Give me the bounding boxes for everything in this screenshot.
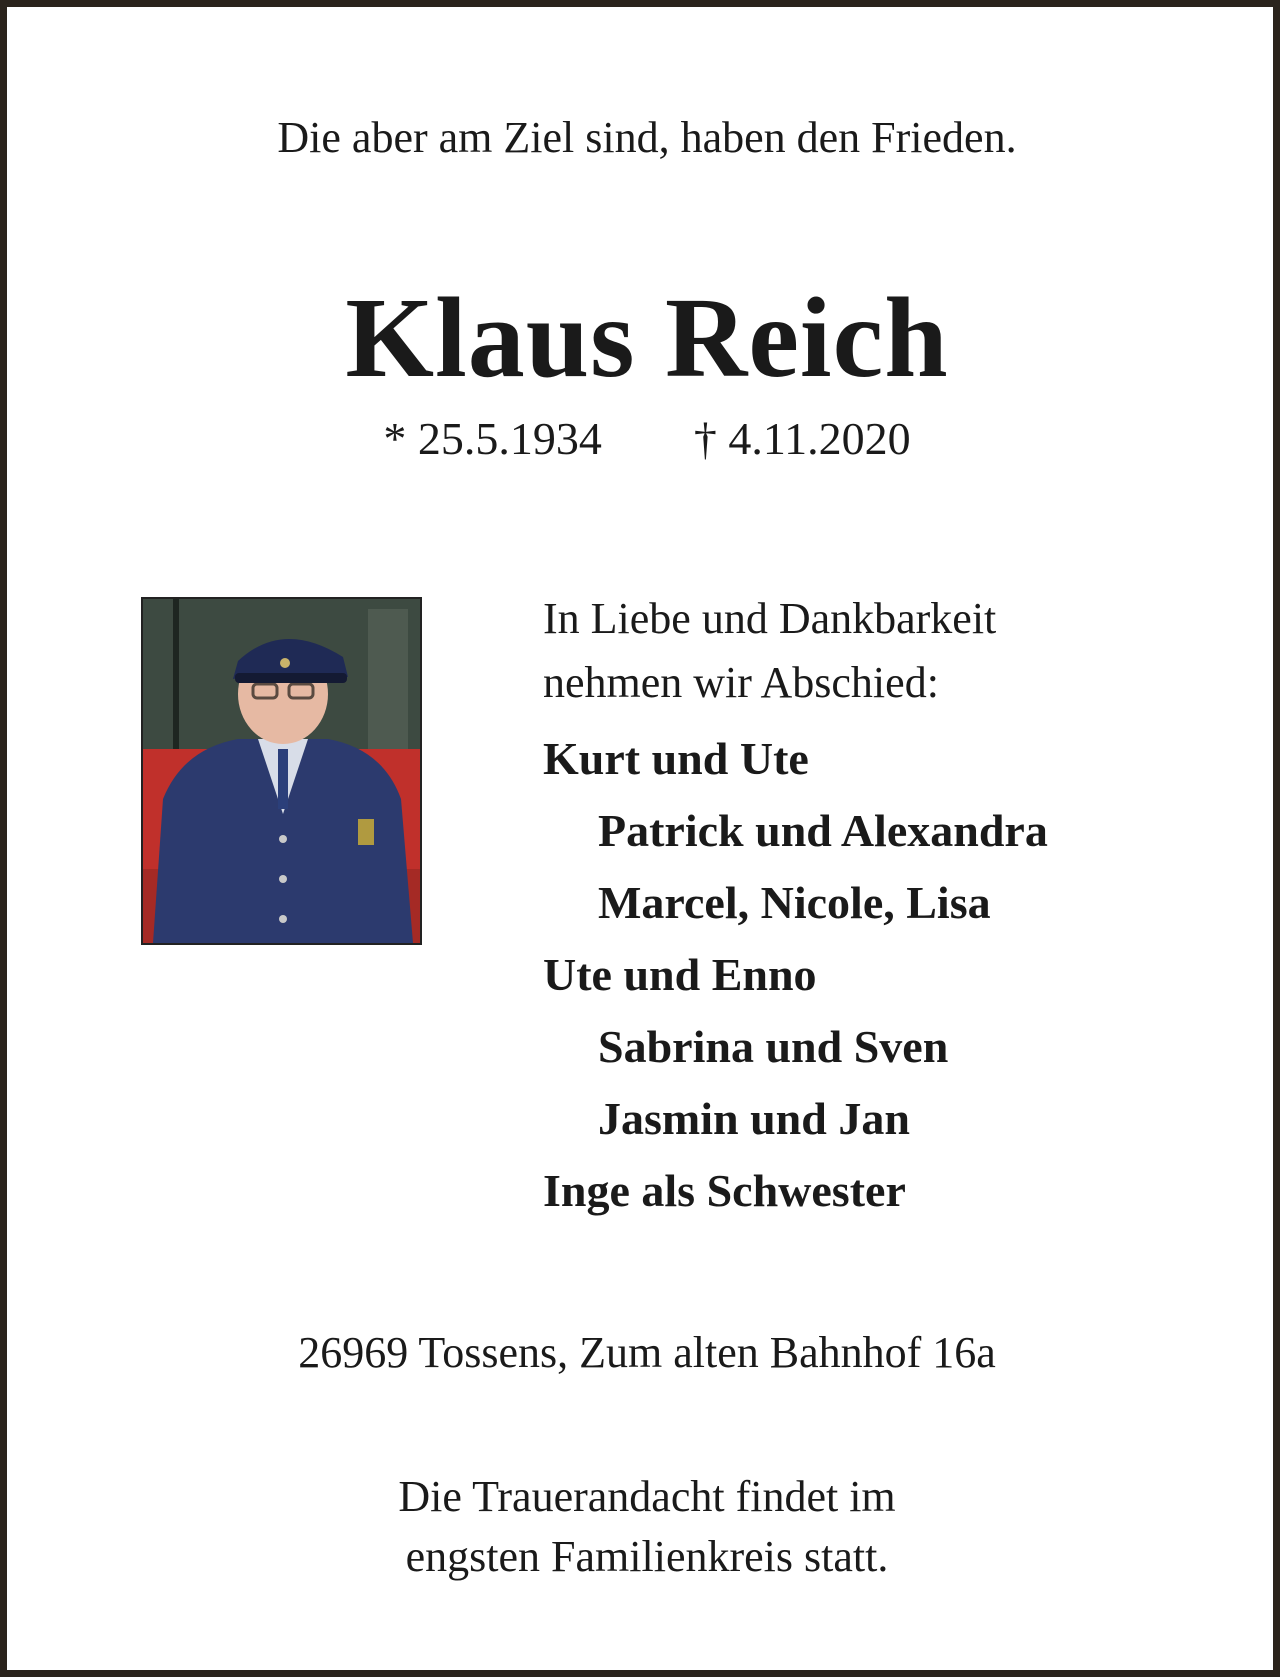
mourner-name: Inge als Schwester bbox=[543, 1165, 906, 1216]
death-date: † 4.11.2020 bbox=[693, 413, 911, 464]
service-notice-line-1: Die Trauerandacht findet im bbox=[398, 1472, 896, 1521]
farewell-intro-line-2: nehmen wir Abschied: bbox=[543, 658, 939, 707]
birth-date: * 25.5.1934 bbox=[383, 413, 602, 464]
mourner-name: Jasmin und Jan bbox=[598, 1093, 910, 1144]
mourner-name: Sabrina und Sven bbox=[598, 1021, 949, 1072]
mourner-name: Kurt und Ute bbox=[543, 733, 809, 784]
mourner-name: Marcel, Nicole, Lisa bbox=[598, 877, 991, 928]
mourner-name: Ute und Enno bbox=[543, 949, 817, 1000]
life-dates bbox=[7, 411, 1280, 467]
motto-text: Die aber am Ziel sind, haben den Frieden. bbox=[277, 113, 1017, 162]
mourner-name: Patrick und Alexandra bbox=[598, 805, 1048, 856]
portrait-illustration bbox=[143, 599, 420, 943]
farewell-intro bbox=[543, 587, 1243, 715]
mourners-list bbox=[543, 723, 1243, 1227]
address-line: 26969 Tossens, Zum alten Bahnhof 16a bbox=[298, 1328, 996, 1377]
farewell-intro-line-1: In Liebe und Dankbarkeit bbox=[543, 594, 997, 643]
family-block bbox=[543, 587, 1243, 1227]
deceased-name: Klaus Reich bbox=[345, 274, 949, 401]
service-notice-line-2: engsten Familienkreis statt. bbox=[405, 1532, 889, 1581]
service-notice bbox=[7, 1467, 1280, 1587]
portrait-photo bbox=[141, 597, 422, 945]
